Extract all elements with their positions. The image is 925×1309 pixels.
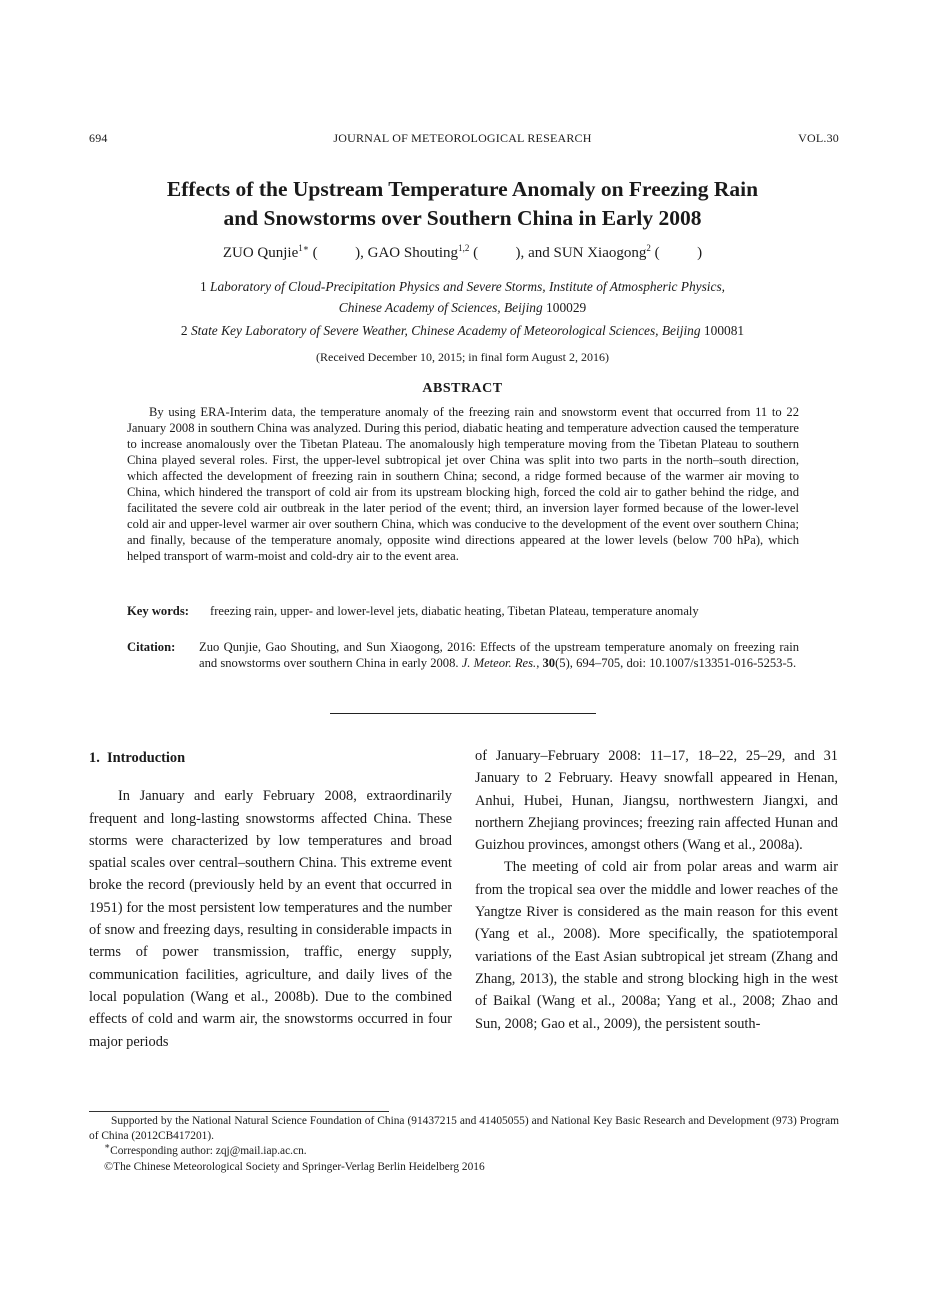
author-2-chinese-name: ( ), <box>473 245 525 261</box>
citation-issue: (5), <box>555 656 573 670</box>
author-3-chinese-name: ( ) <box>654 245 703 261</box>
affiliation-2-zip: 100081 <box>703 323 745 338</box>
citation-journal: J. Meteor. Res. <box>461 656 537 670</box>
author-list <box>60 245 865 262</box>
affiliation-1-line-1: Laboratory of Cloud-Precipitation Physics and Severe Storms, Institute of Atmospheric Physics, <box>210 279 726 294</box>
affiliation-1 <box>60 276 865 297</box>
asterisk-icon: ∗ <box>104 1141 111 1152</box>
paper-title-line-1: Effects of the Upstream Temperature Anomaly on Freezing Rain <box>166 177 759 201</box>
citation-pages: 694–705, doi: 10.1007/s13351-016-5253-5. <box>576 656 797 670</box>
author-2-affil: 1,2 <box>458 243 470 253</box>
affiliation-1-line-2: Chinese Academy of Sciences, Beijing <box>338 300 543 315</box>
author-1: ZUO Qunjie <box>222 245 299 261</box>
footnote-copyright <box>89 1159 839 1175</box>
intro-paragraph-2: The meeting of cold air from polar areas and warm air from the tropical sea over the middle and lower reaches of the Yangtze River is considered as the main reason for this event (Yang et al., 2008). More specifically, the spatiotemporal variations of the East Asian subtropical jet stream (Zhang and Zhang, 2013), the stable and strong blocking high in the west of Baikal (Wang et al., 2008a; Yang et al., 2008; Zhao and Sun, 2008; Gao et al., 2009), the persistent south- <box>475 859 838 1032</box>
affiliation-1-cont <box>60 297 865 318</box>
right-column <box>475 745 838 1035</box>
intro-paragraph-1-cont: of January–February 2008: 11–17, 18–22, 25–29, and 31 January to 2 February. Heavy snowfall appeared in Henan, Anhui, Hubei, Hunan, Jiangsu, northwestern Jiangxi, and northern Zhejiang provinces; freezing rain affected Hunan and Guizhou provinces, amongst others (Wang et al., 2008a). <box>475 748 838 854</box>
corresponding-author: Corresponding author: zqj@mail.iap.ac.cn. <box>110 1145 307 1157</box>
author-2: GAO Shouting <box>367 245 459 261</box>
author-3: and SUN Xiaogong <box>528 245 647 261</box>
affiliation-1-zip: 100029 <box>546 300 587 315</box>
affiliation-2 <box>60 320 865 341</box>
section-heading-introduction: 1. Introduction <box>89 750 186 766</box>
author-3-affil: 2 <box>646 243 651 253</box>
received-dates: (Received December 10, 2015; in final form August 2, 2016) <box>316 350 609 364</box>
affiliation-1-number: 1 <box>199 279 207 294</box>
author-1-affil: 1∗ <box>298 243 309 253</box>
intro-paragraph-1: In January and early February 2008, extraordinarily frequent and long-lasting snowstorms affected China. These storms were characterized by low temperatures and broad spatial scales over central–southern China. This extreme event broke the record (previously held by an event that occurred in 1951) for the most persistent low temperatures and the number of snow and freezing days, resulting in considerable impacts in terms of power transmission, traffic, energy supply, communication facilities, agriculture, and daily lives of the local population (Wang et al., 2008b). Due to the combined effects of cold and warm air, the snowstorms occurred in four major periods <box>89 788 452 1050</box>
paper-title-line-2: and Snowstorms over Southern China in Early 2008 <box>223 206 702 230</box>
citation-volume: 30 <box>542 656 556 670</box>
footnote-rule <box>89 1111 389 1112</box>
copyright-icon: © <box>104 1159 114 1173</box>
journal-name: JOURNAL OF METEOROLOGICAL RESEARCH <box>333 131 592 145</box>
abstract-heading: ABSTRACT <box>422 381 503 396</box>
affiliation-2-number: 2 <box>180 323 188 338</box>
footnote-corresponding <box>89 1141 839 1159</box>
affiliation-2-text: State Key Laboratory of Severe Weather, Chinese Academy of Meteorological Sciences, Beijing <box>190 323 701 338</box>
copyright-text: The Chinese Meteorological Society and Springer-Verlag Berlin Heidelberg 2016 <box>113 1161 485 1173</box>
left-column <box>89 745 452 1053</box>
citation-body: Zuo Qunjie, Gao Shouting, and Sun Xiaogong, 2016: Effects of the upstream temperature anomaly on freezing rain and snowstorms over southern China in early 2008. J. Meteor. Res., 30(5), 694–705, doi: 10.1007/s13351-016-5253-5. <box>199 640 799 670</box>
volume: VOL.30 <box>798 131 839 145</box>
citation-label: Citation: <box>127 640 176 654</box>
abstract-text: By using ERA-Interim data, the temperature anomaly of the freezing rain and snowstorm event that occurred from 11 to 22 January 2008 in southern China was analyzed. During this period, diabatic heating and temperature advection caused the temperature to increase anomalously over the Tibetan Plateau. The anomalously high temperature moving from the Tibetan Plateau to southern China played several roles. First, the upper-level subtropical jet over China was split into two parts in the north–south direction, which affected the development of freezing rain in southern China; second, a ridge formed because of the warmer air moving to China, which hindered the transport of cold air from its upstream blocking high, forced the cold air to gather behind the ridge, and facilitated the severe cold air outbreak in the later period of the event; third, an inversion layer formed because of the lower-level cold air and upper-level warmer air over southern China, which was conducive to the development of the event over southern China; and finally, because of the temperature anomaly, opposite wind directions appeared at the lower levels (below 700 hPa), which helped transport of warm-moist and cold-dry air to the event area. <box>127 405 799 563</box>
abstract-separator <box>330 713 596 714</box>
page-number: 694 <box>89 131 108 145</box>
citation-text: Zuo Qunjie, Gao Shouting, and Sun Xiaogong, 2016: Effects of the upstream temperature anomaly on freezing rain and snowstorms over southern China in early 2008. <box>199 640 799 670</box>
keywords-text: freezing rain, upper- and lower-level jets, diabatic heating, Tibetan Plateau, temperature anomaly <box>210 604 699 618</box>
citation <box>127 639 799 671</box>
footnotes <box>89 1114 839 1175</box>
abstract-body <box>127 404 799 564</box>
keywords <box>127 603 799 619</box>
keywords-label: Key words: <box>127 604 189 618</box>
author-1-chinese-name: ( ), <box>312 245 364 261</box>
footnote-funding: Supported by the National Natural Science Foundation of China (91437215 and 41405055) and National Key Basic Research and Development (973) Program of China (2012CB417201). <box>89 1115 839 1142</box>
